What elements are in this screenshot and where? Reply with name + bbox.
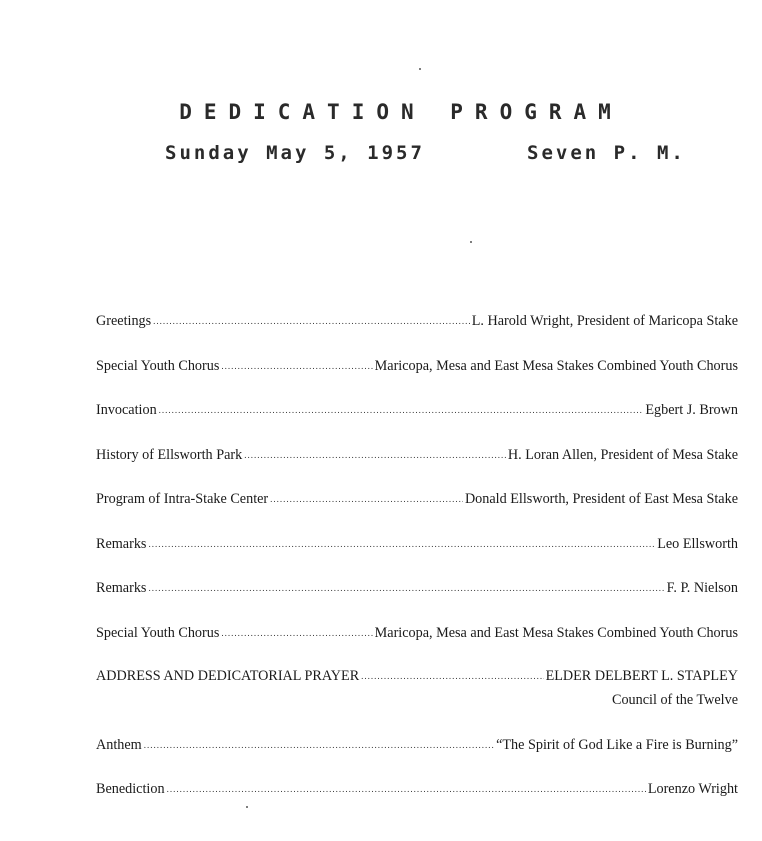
entry-label: Invocation <box>96 402 157 418</box>
entry-label: Benediction <box>96 781 165 797</box>
program-entry-remarks-1 <box>96 535 738 554</box>
entry-value: “The Spirit of God Like a Fire is Burning” <box>496 737 738 753</box>
entry-label: ADDRESS AND DEDICATORIAL PRAYER <box>96 668 360 684</box>
program-entry-youth-chorus-2 <box>96 624 738 643</box>
dot-leader <box>167 780 646 798</box>
entry-value: Lorenzo Wright <box>647 781 738 797</box>
entry-label: Remarks <box>96 536 147 552</box>
dot-leader <box>221 357 372 375</box>
entry-label: Remarks <box>96 580 147 596</box>
entry-label: Anthem <box>96 737 142 753</box>
entry-label: Special Youth Chorus <box>96 625 220 641</box>
program-entry-benediction <box>96 780 738 799</box>
dot-leader <box>244 446 506 464</box>
dot-leader <box>153 312 470 330</box>
entry-value: Leo Ellsworth <box>657 536 738 552</box>
print-speck <box>246 806 248 808</box>
print-speck <box>419 68 421 70</box>
program-time: Seven P. M. <box>527 142 686 164</box>
entry-value: H. Loran Allen, President of Mesa Stake <box>507 447 738 463</box>
program-entry-invocation <box>96 401 738 420</box>
dot-leader <box>148 579 664 597</box>
entry-value: L. Harold Wright, President of Maricopa Stake <box>471 313 738 329</box>
dot-leader <box>361 667 543 685</box>
dot-leader <box>270 490 463 508</box>
entry-value: ELDER DELBERT L. STAPLEY <box>545 668 738 684</box>
print-speck <box>470 241 472 243</box>
program-entry-greetings <box>96 312 738 331</box>
entry-label: Program of Intra-Stake Center <box>96 491 269 507</box>
program-entry-remarks-2 <box>96 579 738 598</box>
dot-leader <box>144 736 494 754</box>
entry-value: Donald Ellsworth, President of East Mesa Stake <box>464 491 738 507</box>
entry-label: Special Youth Chorus <box>96 358 220 374</box>
program-entry-history <box>96 446 738 465</box>
entry-value: Maricopa, Mesa and East Mesa Stakes Combined Youth Chorus <box>374 358 738 374</box>
entry-subtitle: Council of the Twelve <box>611 692 738 708</box>
entry-value: Egbert J. Brown <box>645 402 738 418</box>
entry-value: Maricopa, Mesa and East Mesa Stakes Combined Youth Chorus <box>374 625 738 641</box>
dot-leader <box>221 624 372 642</box>
program-entry-anthem <box>96 736 738 755</box>
entry-label: History of Ellsworth Park <box>96 447 243 463</box>
program-title: DEDICATION PROGRAM <box>179 100 623 124</box>
program-entry-address <box>96 667 738 686</box>
entry-label: Greetings <box>96 313 152 329</box>
program-entry-youth-chorus-1 <box>96 357 738 376</box>
entry-value: F. P. Nielson <box>666 580 738 596</box>
dot-leader <box>148 535 655 553</box>
program-entry-intra-stake <box>96 490 738 509</box>
dot-leader <box>159 401 644 419</box>
program-date: Sunday May 5, 1957 <box>165 142 425 164</box>
